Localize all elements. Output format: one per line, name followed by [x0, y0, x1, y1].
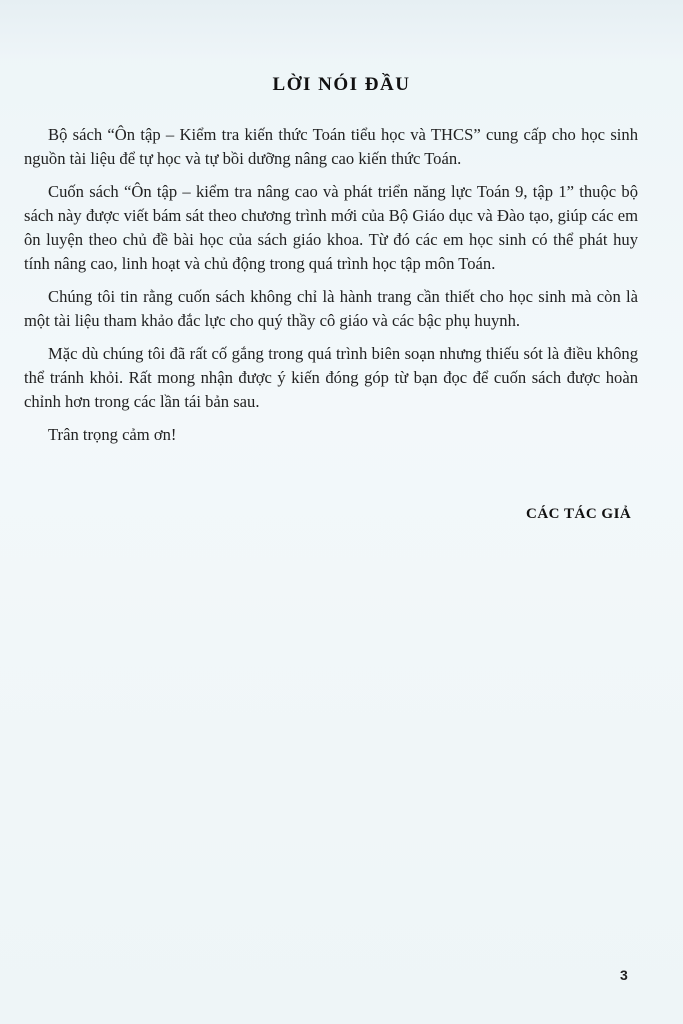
- paragraph-3: Chúng tôi tin rằng cuốn sách không chỉ là hành trang cần thiết cho học sinh mà còn là một tài liệu tham khảo đắc lực cho quý thầy cô giáo và các bậc phụ huynh.: [24, 287, 638, 330]
- paragraph-1: Bộ sách “Ôn tập – Kiểm tra kiến thức Toán tiểu học và THCS” cung cấp cho học sinh nguồn tài liệu để tự học và tự bồi dưỡng nâng cao kiến thức Toán.: [24, 125, 638, 168]
- paragraph-4: Mặc dù chúng tôi đã rất cố gắng trong quá trình biên soạn nhưng thiếu sót là điều không thể tránh khỏi. Rất mong nhận được ý kiến đóng góp từ bạn đọc để cuốn sách được hoàn chỉnh hơn trong các lần tái bản sau.: [24, 344, 638, 411]
- page-top-band: [0, 0, 683, 58]
- preface-body: [24, 123, 638, 456]
- paragraph-2: Cuốn sách “Ôn tập – kiểm tra nâng cao và phát triển năng lực Toán 9, tập 1” thuộc bộ sách này được viết bám sát theo chương trình mới của Bộ Giáo dục và Đào tạo, giúp các em ôn luyện theo chủ đề bài học của sách giáo khoa. Từ đó các em học sinh có thể phát huy tính nâng cao, linh hoạt và chủ động trong quá trình học tập môn Toán.: [24, 182, 638, 273]
- page-number: 3: [620, 967, 628, 983]
- page-title: LỜI NÓI ĐẦU: [272, 74, 411, 95]
- closing-line: Trân trọng cảm ơn!: [48, 425, 177, 444]
- author-signature: CÁC TÁC GIẢ: [526, 506, 632, 522]
